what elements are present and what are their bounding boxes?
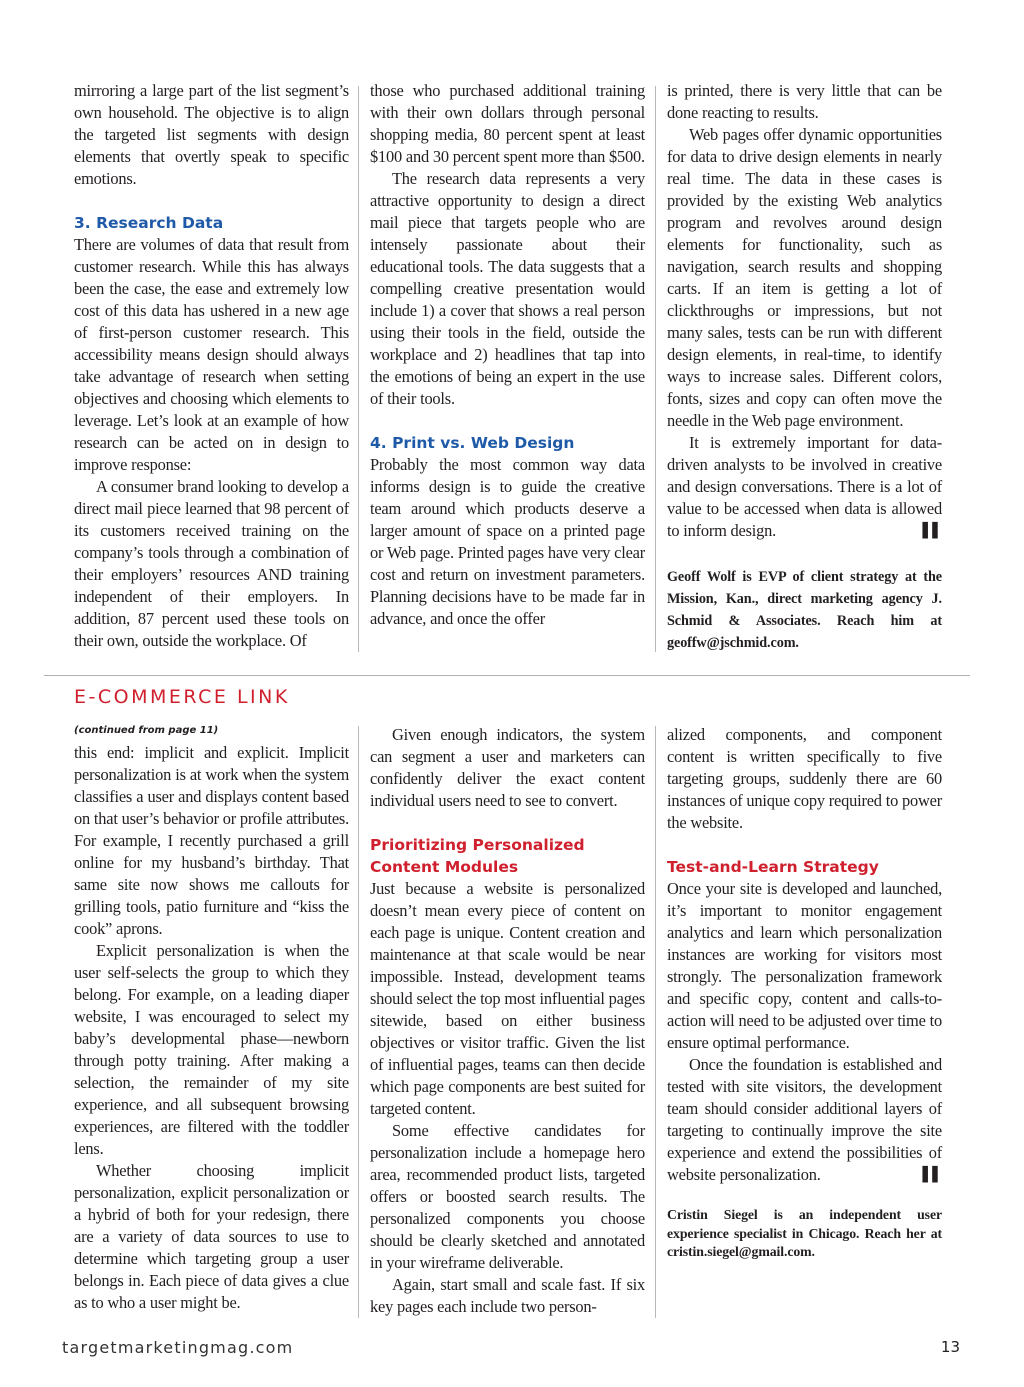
paragraph: There are volumes of data that result from customer research. While this has always been the case, the ease and extremely low cost of this data has ushered in a new age of first-person customer research. This accessibility means design should always take advantage of research when setting objectives and choosing which elements to leverage. Let’s look at an example of how research can be acted on in design to improve response: [74,235,349,474]
section-heading: 4. Print vs. Web Design [370,434,575,452]
paragraph: Given enough indicators, the system can segment a user and marketers can confidently deliver the exact content individual users need to see to convert. [370,725,645,810]
paragraph: Once your site is developed and launched, it’s important to monitor engagement analytics and learn which personalization instances are working for visitors most strongly. The personalization framework and specific copy, content and calls-to-action will need to be adjusted over time to ensure optimal performance. [667,879,942,1052]
footer-website: targetmarketingmag.com [62,1338,294,1357]
bottom-column-2 [370,724,645,1318]
author-bio: Geoff Wolf is EVP of client strategy at the Mission, Kan., direct marketing agency J. Schmid & Associates. Reach him at geoffw@jschmid.com. [667,569,942,651]
page-number: 13 [940,1338,960,1356]
paragraph: Whether choosing implicit personalization, explicit personalization or a hybrid of both for your redesign, there are a variety of data sources to use to determine which targeting group a user belongs in. Each piece of data gives a clue as to who a user might be. [74,1161,349,1312]
top-column-1 [74,80,349,652]
section-heading: Test-and-Learn Strategy [667,858,879,876]
paragraph: Explicit personalization is when the user self-selects the group to which they belong. For example, on a leading diaper website, I was encouraged to select my baby’s developmental phase—newborn through potty training. After making a selection, the remainder of my site experience, and all subsequent browsing experiences, are filtered with the toddler lens. [74,941,349,1158]
column-divider [655,86,656,652]
paragraph: A consumer brand looking to develop a direct mail piece learned that 98 percent of its customers received training on the company’s tools through a combination of their employers’ resources AND training independent of their employers. In addition, 87 percent used these tools on their own, outside the workplace. Of [74,477,349,650]
paragraph: Web pages offer dynamic opportunities for data to drive design elements in nearly real time. The data in these cases is provided by the existing Web analytics program and revolves around design elements for functionality, such as navigation, search results and shopping carts. If an item is getting a lot of clickthroughs or impressions, but not many sales, tests can be run with different design elements, in real-time, to identify ways to increase sales. Different colors, fonts, sizes and copy can often move the needle in the Web page environment. [667,125,942,430]
paragraph: is printed, there is very little that can be done reacting to results. [667,81,942,122]
paragraph: alized components, and component content is written specifically to five targeting groups, suddenly there are 60 instances of unique copy required to power the website. [667,725,942,832]
column-divider [358,86,359,652]
section-title: E-COMMERCE LINK [74,686,290,708]
paragraph: Just because a website is personalized doesn’t mean every piece of content on each page is unique. Content creation and maintenance at that scale would be near impossible. Instead, development teams should select the top most influential pages sitewide, based on either business objectives or visitor traffic. Given the list of influential pages, teams can then decide which page components are best suited for targeted content. [370,879,645,1118]
bottom-column-1 [74,720,349,1314]
author-bio: Cristin Siegel is an independent user experience specialist in Chicago. Reach her at cristin.siegel@gmail.com. [667,1207,942,1259]
end-of-article-icon: ▌▌ [922,1167,942,1183]
paragraph-text: It is extremely important for data-driven analysts to be involved in creative and design conversations. There is a lot of value to be accessed when data is allowed to inform design. [667,433,942,540]
paragraph [667,1054,942,1186]
section-divider [44,675,970,676]
paragraph: Probably the most common way data informs design is to guide the creative team around which products deserve a larger amount of space on a printed page or Web page. Printed pages have very clear cost and return on investment parameters. Planning decisions have to be made far in advance, and once the offer [370,455,645,628]
column-divider [655,726,656,1318]
paragraph: Some effective candidates for personalization include a homepage hero area, recommended product lists, targeted offers or boosted search results. The personalized components you choose should be clearly sketched and annotated in your wireframe deliverable. [370,1121,645,1272]
paragraph: those who purchased additional training with their own dollars through personal shopping media, 80 percent spent at least $100 and 30 percent spent more than $500. [370,81,645,166]
bottom-column-3 [667,724,942,1262]
paragraph [667,432,942,542]
top-column-2 [370,80,645,630]
section-heading: Prioritizing Personalized Content Modules [370,836,585,876]
section-heading: 3. Research Data [74,214,224,232]
column-divider [358,726,359,1318]
continued-note: (continued from page 11) [74,725,219,736]
end-of-article-icon: ▌▌ [922,523,942,539]
paragraph: The research data represents a very attractive opportunity to design a direct mail piece that targets people who are intensely passionate about their educational tools. The data suggests that a compelling creative presentation would include 1) a cover that shows a real person using their tools in the field, outside the workplace and 2) headlines that tap into the emotions of being an expert in the use of their tools. [370,169,645,408]
paragraph: mirroring a large part of the list segment’s own household. The objective is to align the targeted list segments with design elements that overtly speak to specific emotions. [74,81,349,188]
paragraph: Again, start small and scale fast. If six key pages each include two person- [370,1275,645,1316]
paragraph-text: Once the foundation is established and tested with site visitors, the development team should consider additional layers of targeting to continually improve the site experience and extend the possibilities of website personalization. [667,1055,942,1184]
top-column-3 [667,80,942,654]
paragraph: this end: implicit and explicit. Implicit personalization is at work when the system classifies a user and displays content based on that user’s behavior or profile attributes. For example, I recently purchased a grill online for my husband’s birthday. That same site now shows me callouts for grilling tools, patio furniture and “kiss the cook” aprons. [74,743,349,938]
